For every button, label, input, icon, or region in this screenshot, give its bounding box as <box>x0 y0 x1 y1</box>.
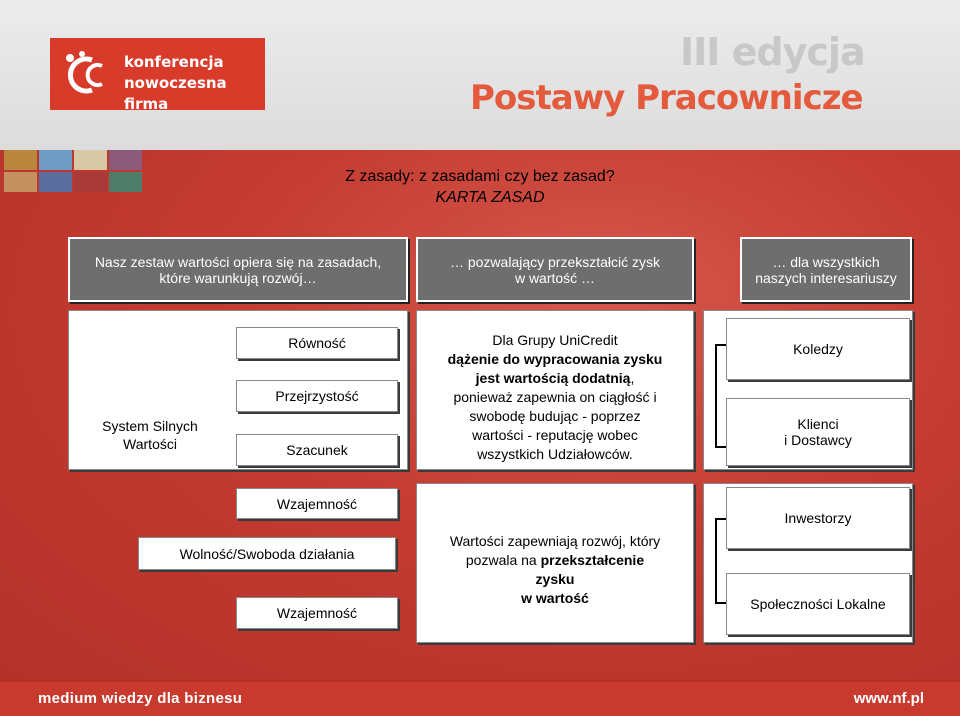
statement-line5: swobodę budując - poprzez <box>469 408 641 424</box>
growth-statement-text <box>416 532 694 608</box>
slide-title-line2: KARTA ZASAD <box>435 189 545 206</box>
statement-line7: wszystkich Udziałowców. <box>477 446 633 462</box>
logo-line2: nowoczesna firma <box>124 74 227 113</box>
values-intro-box <box>68 237 408 302</box>
logo <box>50 38 265 113</box>
connector-line <box>715 344 717 448</box>
statement-line3-suffix: , <box>630 370 635 386</box>
value-freedom <box>138 537 396 570</box>
header-banner <box>0 0 960 150</box>
strong-values-label: System Silnych Wartości <box>102 418 198 452</box>
growth-line2-prefix: pozwala na <box>465 552 541 568</box>
statement-line1: Dla Grupy UniCredit <box>492 332 618 348</box>
slide-title-line1: Z zasady: z zasadami czy bez zasad? <box>345 168 615 185</box>
footer-bar <box>0 680 960 716</box>
value-reciprocity-bottom <box>236 597 398 629</box>
logo-line1: konferencja <box>124 53 224 71</box>
stakeholder-investors <box>726 487 910 549</box>
value-reciprocity-bottom-label: Wzajemność <box>276 605 358 621</box>
event-title: Postawy Pracownicze <box>470 78 863 118</box>
value-equality <box>236 327 398 359</box>
stakeholder-clients <box>726 398 910 466</box>
connector-line <box>715 518 726 520</box>
stakeholders-box <box>740 237 912 302</box>
statement-line2: dążenie do wypracowania zysku <box>447 351 663 367</box>
growth-line2-wrap <box>416 551 694 570</box>
statement-line3: jest wartością dodatnią <box>475 370 631 386</box>
statement-line4: ponieważ zapewnia on ciągłość i <box>453 389 657 405</box>
connector-line <box>715 344 726 346</box>
stakeholder-communities <box>726 573 910 635</box>
unicredit-statement-text <box>416 331 694 464</box>
connector-line <box>715 446 726 448</box>
values-intro-text: Nasz zestaw wartości opiera się na zasadach, które warunkują rozwój… <box>94 253 382 286</box>
stakeholder-colleagues-label: Koledzy <box>793 341 843 357</box>
value-respect <box>236 434 398 466</box>
value-reciprocity-top <box>236 488 398 519</box>
growth-line1: Wartości zapewniają rozwój, który <box>449 533 661 549</box>
connector-line <box>715 602 726 604</box>
value-reciprocity-top-label: Wzajemność <box>276 495 358 512</box>
value-respect-label: Szacunek <box>286 442 348 458</box>
value-transparency <box>236 380 398 412</box>
stakeholder-clients-label: Klienci i Dostawcy <box>784 416 852 448</box>
value-freedom-label: Wolność/Swoboda działania <box>179 545 355 562</box>
stakeholder-colleagues <box>726 318 910 380</box>
growth-line3: zysku <box>535 571 575 587</box>
edition-label: III edycja <box>680 30 865 74</box>
slide-title <box>0 166 960 208</box>
connector-line <box>715 518 717 604</box>
stakeholders-text: … dla wszystkich naszych interesariuszy <box>755 253 897 286</box>
statement-line6: wartości - reputację wobec <box>472 427 638 443</box>
value-equality-label: Równość <box>288 335 346 351</box>
profit-transform-box <box>416 237 694 302</box>
logo-text <box>124 52 265 115</box>
growth-line4: w wartość <box>521 590 589 606</box>
logo-symbol-icon <box>62 50 112 98</box>
growth-line2-bold: przekształcenie <box>540 552 645 568</box>
footer-tagline: medium wiedzy dla biznesu <box>38 690 243 707</box>
value-transparency-label: Przejrzystość <box>275 388 359 404</box>
statement-line3-wrap <box>416 369 694 388</box>
profit-transform-text: … pozwalający przekształcić zysk w wartość … <box>449 253 661 286</box>
footer-website: www.nf.pl <box>853 690 924 707</box>
stakeholder-investors-label: Inwestorzy <box>784 510 852 526</box>
stakeholder-communities-label: Społeczności Lokalne <box>750 596 886 612</box>
